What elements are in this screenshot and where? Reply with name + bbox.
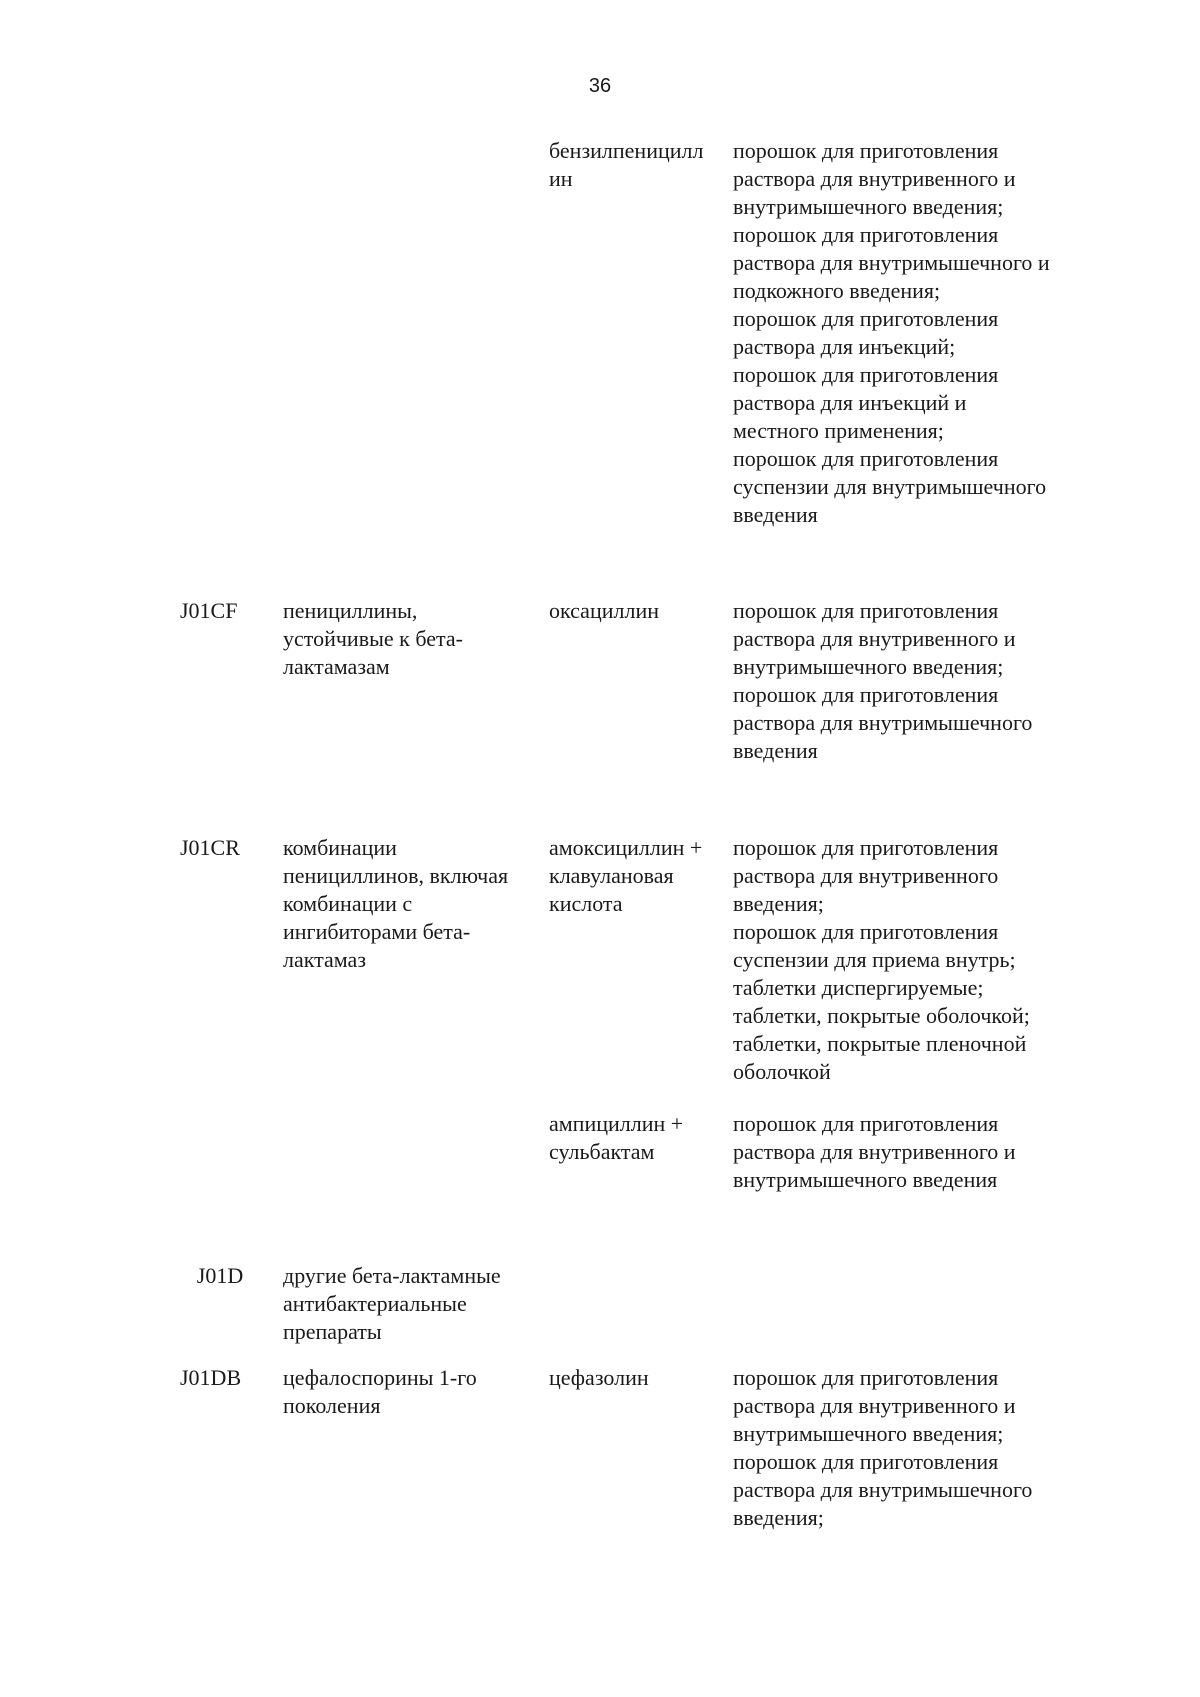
atc-group: другие бета-лактамные антибактериальные препараты	[283, 1263, 501, 1344]
dosage-forms: порошок для приготовления раствора для внутривенного и внутримышечного введения; порошок для приготовления раствора для внутримышечного введения;	[733, 1365, 1033, 1530]
dosage-forms: порошок для приготовления раствора для внутривенного и внутримышечного введения	[733, 1111, 1016, 1192]
atc-code: J01CF	[180, 598, 238, 623]
atc-group: комбинации пенициллинов, включая комбинации с ингибиторами бета- лактамаз	[283, 835, 509, 972]
drug-name: оксациллин	[549, 598, 659, 623]
drug-name: амоксициллин + клавулановая кислота	[549, 835, 703, 916]
atc-code: J01D	[196, 1263, 244, 1288]
dosage-forms: порошок для приготовления раствора для внутривенного и внутримышечного введения; порошок для приготовления раствора для внутримышечного и подкожного введения; порошок для приготовления раствора для инъекций; порошок для приготовления раствора для инъекций и местного применения; порошок для приготовления суспензии для внутримышечного введения	[733, 138, 1050, 527]
atc-group: цефалоспорины 1-го поколения	[283, 1365, 477, 1418]
atc-group: пенициллины, устойчивые к бета- лактамазам	[283, 598, 463, 679]
atc-code: J01CR	[180, 835, 240, 860]
page-number: 36	[588, 75, 612, 97]
atc-code: J01DB	[180, 1365, 242, 1390]
dosage-forms: порошок для приготовления раствора для внутривенного введения; порошок для приготовления суспензии для приема внутрь; таблетки диспергируемые; таблетки, покрытые оболочкой; таблетки, покрытые пленочной оболочкой	[733, 835, 1030, 1084]
drug-name: бензилпеницилл ин	[549, 138, 704, 191]
drug-name: цефазолин	[549, 1365, 649, 1390]
dosage-forms: порошок для приготовления раствора для внутривенного и внутримышечного введения; порошок для приготовления раствора для внутримышечного введения	[733, 598, 1033, 763]
drug-name: ампициллин + сульбактам	[549, 1111, 684, 1164]
